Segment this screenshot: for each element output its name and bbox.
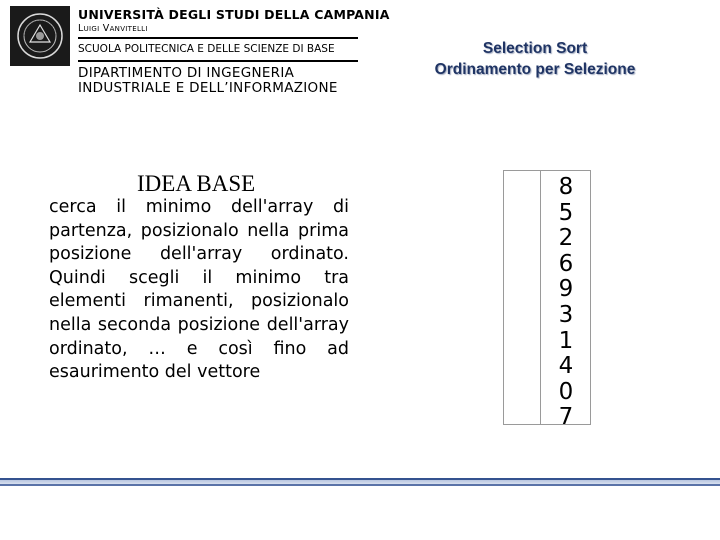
array-value: 3 bbox=[558, 301, 574, 328]
header-divider bbox=[78, 37, 358, 39]
university-seal-icon bbox=[15, 11, 65, 61]
slide-title-line-2: Ordinamento per Selezione bbox=[434, 61, 636, 78]
idea-heading: IDEA BASE bbox=[137, 171, 256, 196]
idea-description: cerca il minimo dell'array di partenza, posizionalo nella prima posizione dell'array ordinato. Quindi scegli il minimo tra elementi rimanenti, posizionalo nella seconda posizione dell'array ordinato, … e così fino ad esaurimento del vettore bbox=[49, 197, 349, 383]
array-value: 9 bbox=[558, 276, 574, 303]
array-value: 2 bbox=[558, 225, 574, 252]
array-value: 5 bbox=[558, 199, 574, 226]
school-name: SCUOLA POLITECNICA E DELLE SCIENZE DI BASE bbox=[78, 43, 335, 55]
university-logo bbox=[10, 6, 70, 66]
university-subtitle: Luigi Vanvitelli bbox=[78, 23, 148, 34]
department-line-2: INDUSTRIALE E DELL’INFORMAZIONE bbox=[78, 80, 338, 96]
header-divider bbox=[78, 60, 358, 62]
footer-band bbox=[0, 478, 720, 486]
department-name bbox=[78, 66, 338, 96]
array-value: 0 bbox=[558, 378, 574, 405]
array-value: 4 bbox=[558, 353, 574, 380]
array-column bbox=[503, 170, 591, 431]
university-name: UNIVERSITÀ DEGLI STUDI DELLA CAMPANIA bbox=[78, 7, 390, 22]
array-value: 8 bbox=[558, 174, 574, 200]
array-divider bbox=[540, 171, 541, 424]
array-values bbox=[544, 175, 588, 431]
array-value: 1 bbox=[558, 327, 574, 354]
department-line-1: DIPARTIMENTO DI INGEGNERIA bbox=[78, 65, 295, 81]
slide-title bbox=[400, 38, 670, 80]
array-value: 7 bbox=[558, 404, 574, 431]
array-value: 6 bbox=[558, 250, 574, 277]
slide-title-line-1: Selection Sort bbox=[482, 40, 588, 57]
